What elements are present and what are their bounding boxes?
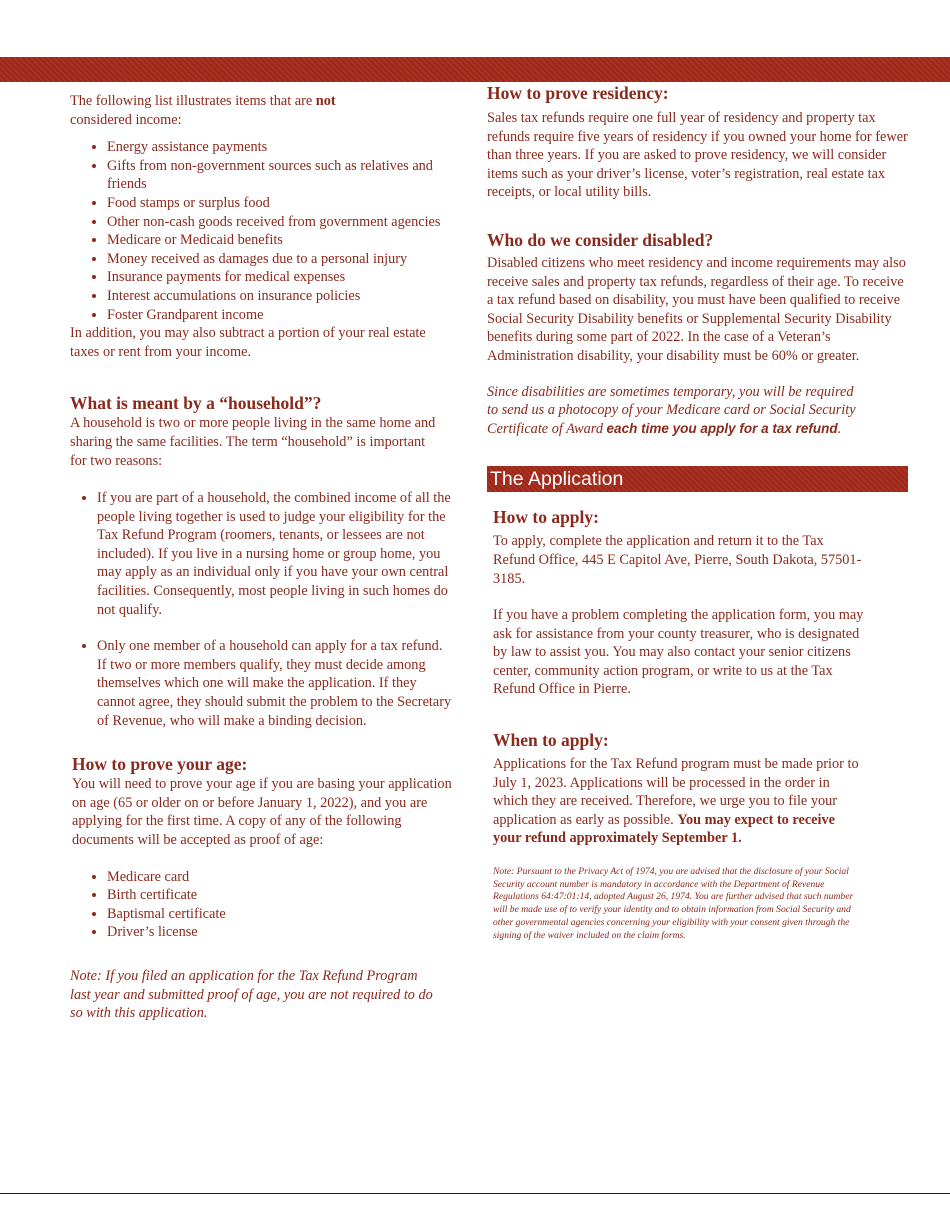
household-text: A household is two or more people living in the same home and sharing the same facilities. The term “household” is important for two reasons: bbox=[70, 415, 436, 469]
household-list bbox=[70, 489, 455, 730]
not-income-item: • Insurance payments for medical expenses bbox=[107, 268, 455, 287]
application-section bbox=[487, 506, 909, 942]
intro-text: The following list illustrates items that are bbox=[70, 93, 316, 109]
top-header-bar bbox=[0, 57, 950, 82]
disabled-note-bold: each time you apply for a tax refund bbox=[606, 420, 838, 436]
household-heading: What is meant by a “household”? bbox=[70, 393, 322, 414]
disabled-heading: Who do we consider disabled? bbox=[487, 229, 714, 250]
residency-heading: How to prove residency: bbox=[487, 83, 669, 103]
disabled-text: Disabled citizens who meet residency and income requirements may also receive sales and property tax refunds, regardless of their age. To receive a tax refund based on disability, you must have been qualified to receive Social Security Disability benefits or Supplemental Security Disability benefits during some part of 2022. In the case of a Veteran’s Administration disability, your disability must be 60% or greater. bbox=[487, 254, 906, 364]
privacy-note: Note: Pursuant to the Privacy Act of 1974, you are advised that the disclosure of your Social Security account number is mandatory in accordance with the Department of Revenue Regulations 64:47:01:14, adopted August 26, 1974. You are further advised that such number will be made use of to verify your identity and to obtain information from Social Security and other governmental agencies concerning your eligibility with your consent given through the signing of the waiver included on the claim forms. bbox=[493, 866, 854, 941]
apply-heading: How to apply: bbox=[493, 507, 599, 528]
age-heading: How to prove your age: bbox=[72, 754, 248, 775]
not-income-item: • Medicare or Medicaid benefits bbox=[107, 231, 455, 250]
not-income-item: • Interest accumulations on insurance policies bbox=[107, 287, 455, 306]
addition-text: In addition, you may also subtract a portion of your real estate taxes or rent from your income. bbox=[70, 325, 426, 360]
intro-bold-not: not bbox=[315, 93, 336, 109]
intro-suffix: considered income: bbox=[70, 111, 182, 128]
disabled-note-text: Since disabilities are sometimes temporary, you will be required to send us a photocopy of your Medicare card or Social Security Certificate of Award bbox=[487, 383, 856, 437]
age-note: Note: If you filed an application for the Tax Refund Program last year and submitted proof of age, you are not required to do so with this application. bbox=[70, 967, 433, 1022]
age-proof-item: • Driver’s license bbox=[107, 923, 455, 942]
age-proof-item: • Baptismal certificate bbox=[107, 905, 455, 924]
age-list bbox=[70, 868, 455, 942]
residency-text: Sales tax refunds require one full year of residency and property tax refunds require five years of residency if you owned your home for fewer than three years. If you are asked to prove residency, we will consider items such as your driver’s license, voter’s registration, real estate tax receipts, or local utility bills. bbox=[487, 110, 908, 201]
bottom-rule bbox=[0, 1193, 950, 1194]
not-income-item: • Gifts from non-government sources such as relatives and friends bbox=[107, 157, 455, 194]
when-text-bold: You may expect to receive your refund approximately September 1. bbox=[493, 811, 835, 847]
household-item: • Only one member of a household can apply for a tax refund. If two or more members qualify, they must decide among themselves which one will make the application. If they cannot agree, they should submit the problem to the Secretary of Revenue, who will make a binding decision. bbox=[97, 637, 455, 730]
apply-text: To apply, complete the application and return it to the Tax Refund Office, 445 E Capitol Ave, Pierre, South Dakota, 57501-3185. bbox=[493, 533, 862, 587]
disabled-note-end: . bbox=[837, 420, 842, 437]
not-income-item: • Energy assistance payments bbox=[107, 138, 455, 157]
disabled-note bbox=[487, 383, 867, 439]
left-column bbox=[70, 92, 455, 1023]
age-proof-item: • Medicare card bbox=[107, 868, 455, 887]
not-income-item: • Other non-cash goods received from government agencies bbox=[107, 213, 455, 232]
when-text bbox=[493, 755, 863, 848]
not-income-item: • Money received as damages due to a personal injury bbox=[107, 250, 455, 269]
not-income-intro bbox=[70, 92, 370, 129]
not-income-list bbox=[70, 138, 455, 324]
application-section-bar: The Application bbox=[487, 466, 908, 492]
not-income-item: • Foster Grandparent income bbox=[107, 306, 455, 325]
right-column bbox=[487, 82, 909, 942]
household-item: • If you are part of a household, the combined income of all the people living together is used to judge your eligibility for the Tax Refund Program (roomers, tenants, or lessees are not included). If you live in a nursing home or group home, you may apply as an individual only if you have your own central facilities. Consequently, most people living in such homes do not qualify. bbox=[97, 489, 455, 619]
apply-text-2: If you have a problem completing the application form, you may ask for assistance from your county treasurer, who is designated by law to assist you. You may also contact your senior citizens center, community action program, or write to us at the Tax Refund Office in Pierre. bbox=[493, 607, 864, 698]
when-text-body: Applications for the Tax Refund program must be made prior to July 1, 2023. Applications will be processed in the order in which they are received. Therefore, we urge you to file your application as early as possible. bbox=[493, 756, 859, 828]
not-income-item: • Food stamps or surplus food bbox=[107, 194, 455, 213]
when-heading: When to apply: bbox=[493, 730, 609, 751]
age-text: You will need to prove your age if you are basing your application on age (65 or older on or before January 1, 2022), and you are applying for the first time. A copy of any of the following documents will be accepted as proof of age: bbox=[72, 776, 452, 848]
age-proof-item: • Birth certificate bbox=[107, 886, 455, 905]
